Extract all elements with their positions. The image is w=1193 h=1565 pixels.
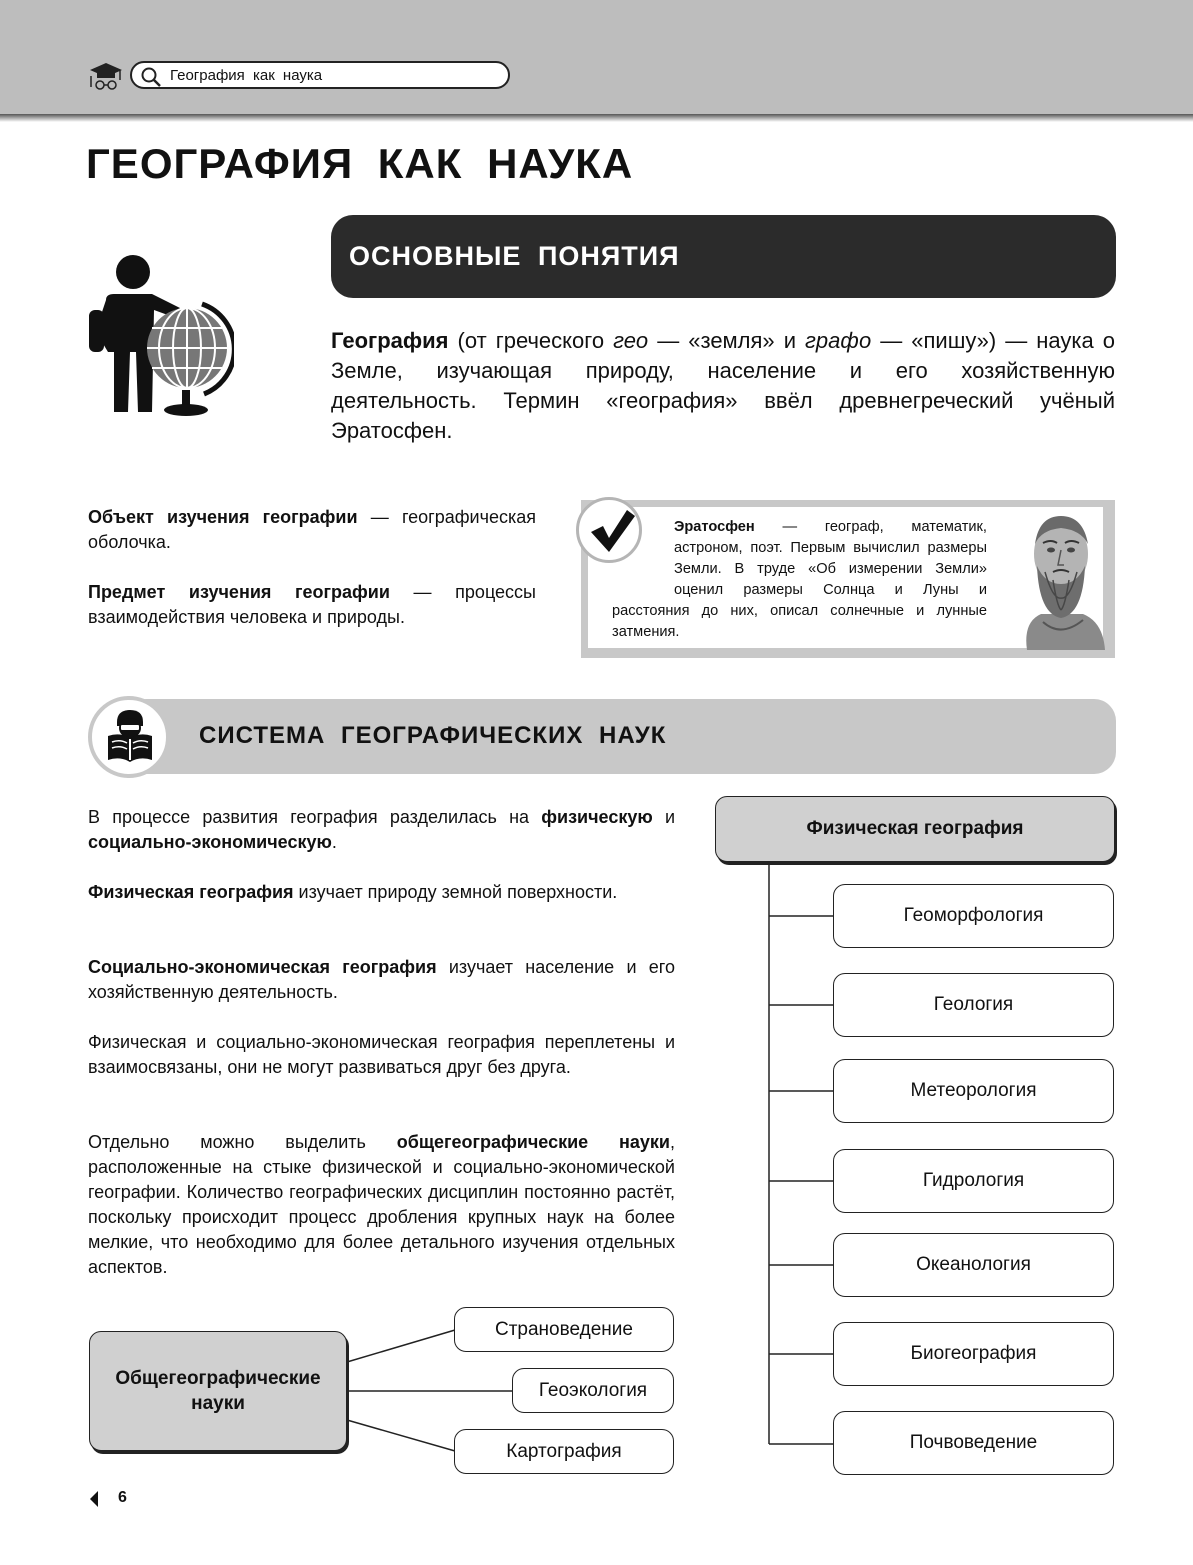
physical-child-geomorphology: Геоморфология xyxy=(833,884,1114,948)
physical-tree-connectors xyxy=(765,860,837,1450)
eratosthenes-bust-image xyxy=(1013,510,1109,650)
person-globe-icon xyxy=(84,252,234,420)
subject-of-study xyxy=(88,580,536,630)
p5-text: Отдельно можно выделить xyxy=(88,1132,397,1152)
physical-child-oceanology: Океанология xyxy=(833,1233,1114,1297)
definition-grafo: графо xyxy=(805,328,872,353)
paragraph-physical xyxy=(88,880,675,905)
search-icon[interactable] xyxy=(140,66,162,88)
geography-definition xyxy=(331,326,1115,446)
top-bar-shadow xyxy=(0,114,1193,122)
object-term: Объект изучения географии xyxy=(88,507,358,527)
page-title: ГЕОГРАФИЯ КАК НАУКА xyxy=(86,140,634,187)
checkmark-icon xyxy=(583,504,635,556)
reader-circle xyxy=(88,696,170,778)
p1-text: . xyxy=(331,832,337,852)
page-arrow-icon xyxy=(88,1490,100,1508)
concepts-header xyxy=(331,215,1116,298)
general-child-country-studies: Страноведение xyxy=(454,1307,674,1352)
paragraph-socio-economic xyxy=(88,955,675,1005)
system-header xyxy=(124,699,1116,774)
socio-economic-text: изучает население и его хозяйственную деятельность. xyxy=(88,957,675,1002)
p5-text: , расположенные на стыке физической и социально-экономической географии. Количество географических дисциплин постоянно растёт, поскольку происходит процесс дробления крупных наук на более мелкие, что необходимо для более детального изучения отдельных аспектов. xyxy=(88,1132,676,1277)
physical-term: Физическая география xyxy=(88,882,294,902)
eratosthenes-text xyxy=(612,517,987,643)
eratosthenes-description: — географ, математик, астроном, поэт. Первым вычислил размеры Земли. В труде «Об измерении Земли» оценил размеры Солнца и Луны и расстояния до них, описал солнечные и лунные затмения. xyxy=(612,519,987,640)
physical-text: изучает природу земной поверхности. xyxy=(293,882,618,902)
object-text: — географическая оболочка. xyxy=(88,507,536,552)
definition-text: — «земля» и xyxy=(648,328,806,353)
paragraph-interconnection: Физическая и социально-экономическая география переплетены и взаимосвязаны, они не могут развиваться друг без друга. xyxy=(88,1032,675,1077)
eratosthenes-box-inner xyxy=(588,507,1103,648)
page-number: 6 xyxy=(118,1489,127,1506)
concepts-title: ОСНОВНЫЕ ПОНЯТИЯ xyxy=(349,241,680,271)
physical-geography-box: Физическая география xyxy=(715,796,1115,862)
general-sciences-box: Общегеографические науки xyxy=(89,1331,347,1451)
physical-child-biogeography: Биогеография xyxy=(833,1322,1114,1386)
socio-economic-term: Социально-экономическая география xyxy=(88,957,437,977)
paragraph-general-sciences xyxy=(88,1130,675,1280)
eratosthenes-name: Эратосфен xyxy=(674,519,755,535)
general-sciences-term: общегеографические науки xyxy=(396,1132,670,1152)
definition-geo: гео xyxy=(613,328,649,353)
definition-text: — «пишу») — наука о Земле, изучающая природу, население и его хозяйственную деятельность. Термин «география» ввёл древнегреческий учёный Эратосфен. xyxy=(331,328,1115,443)
physical-child-geology: Геология xyxy=(833,973,1114,1037)
object-of-study xyxy=(88,505,536,555)
search-bar[interactable] xyxy=(130,61,510,89)
paragraph-division xyxy=(88,805,675,855)
physical-child-soil-science: Почвоведение xyxy=(833,1411,1114,1475)
general-child-cartography: Картография xyxy=(454,1429,674,1474)
physical-child-meteorology: Метеорология xyxy=(833,1059,1114,1123)
system-title: СИСТЕМА ГЕОГРАФИЧЕСКИХ НАУК xyxy=(199,722,667,749)
graduation-cap-glasses-icon xyxy=(86,60,126,92)
search-text[interactable]: География как наука xyxy=(170,67,323,84)
subject-text: — процессы взаимодействия человека и природы. xyxy=(88,582,536,627)
physical-child-hydrology: Гидрология xyxy=(833,1149,1114,1213)
reader-book-icon xyxy=(102,708,158,766)
subject-term: Предмет изучения географии xyxy=(88,582,390,602)
checkmark-circle xyxy=(576,497,642,563)
general-child-geoecology: Геоэкология xyxy=(512,1368,674,1413)
p1-physical: физическую xyxy=(541,807,653,827)
eratosthenes-box xyxy=(581,500,1115,658)
p1-text: и xyxy=(652,807,675,827)
top-bar xyxy=(0,0,1193,114)
p1-socio-economic: социально-экономическую xyxy=(88,832,332,852)
definition-term: География xyxy=(331,328,449,353)
p1-text: В процессе развития география разделилась на xyxy=(88,807,542,827)
definition-text: (от греческого xyxy=(448,328,614,353)
